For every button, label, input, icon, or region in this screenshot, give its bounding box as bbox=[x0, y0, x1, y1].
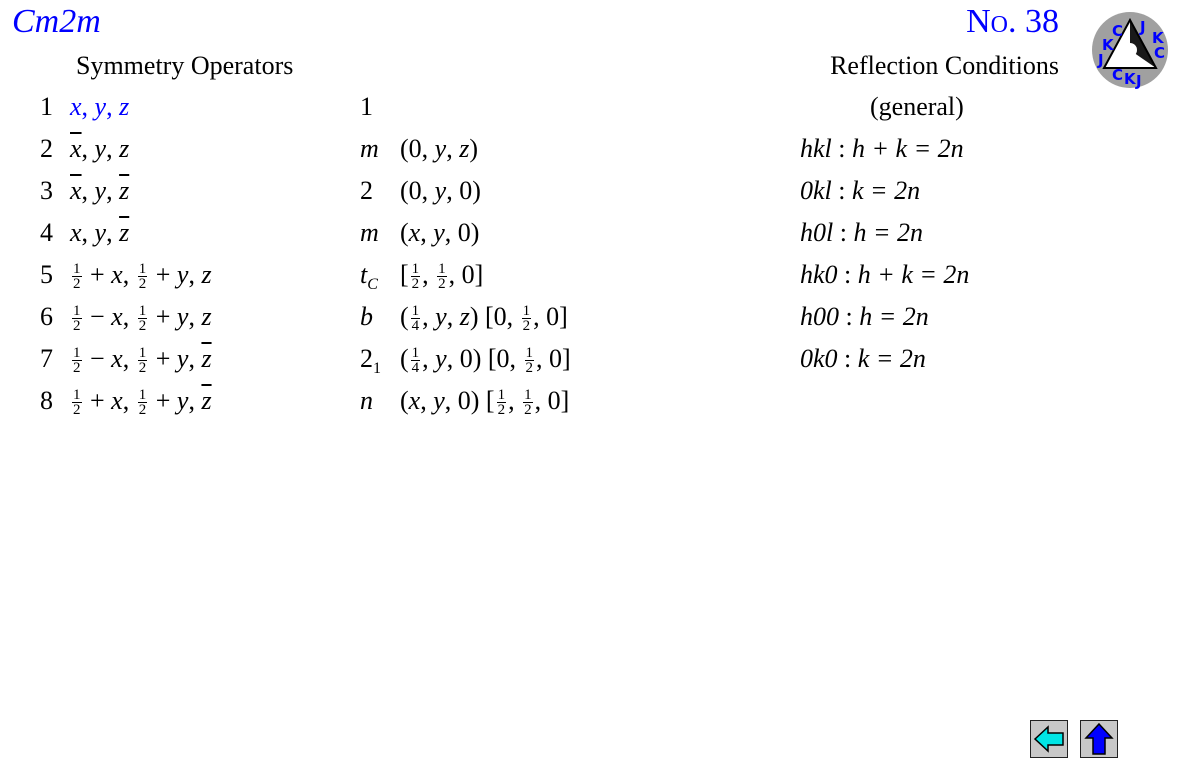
number-value: 38 bbox=[1025, 3, 1059, 40]
operator-row-7 bbox=[0, 338, 700, 380]
number-prefix: No. bbox=[966, 3, 1017, 40]
logo-letter-j-bottom: J bbox=[1136, 72, 1142, 90]
space-group-title: Cm2m bbox=[12, 3, 101, 40]
reflection-condition: k = 2n bbox=[857, 344, 926, 373]
reflection-row-h00: h00 : h = 2n bbox=[800, 302, 929, 331]
reflection-indices: h0l bbox=[800, 218, 834, 247]
operator-location: (x, y, 0) bbox=[400, 218, 480, 247]
operator-index: 4 bbox=[40, 218, 53, 247]
operator-row-3 bbox=[0, 170, 700, 212]
operator-location: ( $\frac{1}{4}$ , y, z) [0, $\frac{1}{2}$ , 0] bbox=[400, 302, 568, 334]
operator-index: 5 bbox=[40, 260, 53, 289]
logo-letter-j-left: J bbox=[1098, 51, 1104, 69]
operator-coordinates: $\overline{x}$, y, z bbox=[70, 134, 130, 163]
operator-index: 2 bbox=[40, 134, 53, 163]
operator-row-1 bbox=[0, 86, 700, 128]
operator-symbol: 2 bbox=[360, 176, 373, 205]
reflection-row-hkl: hkl : h + k = 2n bbox=[800, 134, 964, 163]
back-button[interactable] bbox=[1030, 720, 1068, 758]
logo-letter-j-top: J bbox=[1140, 18, 1146, 36]
operator-index: 6 bbox=[40, 302, 53, 331]
operator-symbol: 1 bbox=[360, 92, 373, 121]
operator-row-4 bbox=[0, 212, 700, 254]
reflection-condition: k = 2n bbox=[852, 176, 921, 205]
operator-coordinates: $\frac{1}{2}$ − x, $\frac{1}{2}$ + y, z bbox=[73, 302, 212, 334]
operator-row-2 bbox=[0, 128, 700, 170]
symmetry-operators-heading: Symmetry Operators bbox=[76, 51, 294, 80]
operator-row-6 bbox=[0, 296, 700, 338]
operator-symbol: m bbox=[360, 218, 379, 247]
operator-coordinates: x, y, $\overline{z}$ bbox=[70, 218, 130, 247]
reflection-row-0kl: 0kl : k = 2n bbox=[800, 176, 921, 205]
reflection-indices: h00 bbox=[800, 302, 839, 331]
operator-coordinates: $\frac{1}{2}$ − x, $\frac{1}{2}$ + y, $\overline{z}$ bbox=[73, 344, 212, 376]
operator-coordinates: x, y, z bbox=[70, 92, 130, 121]
reflection-condition: h + k = 2n bbox=[852, 134, 964, 163]
operator-location: (0, y, z) bbox=[400, 134, 479, 163]
reflection-general-subheading: (general) bbox=[870, 92, 964, 121]
reflection-indices: 0k0 bbox=[800, 344, 838, 373]
operator-symbol: n bbox=[360, 386, 373, 415]
up-button[interactable] bbox=[1080, 720, 1118, 758]
logo-letter-k-top: K bbox=[1152, 29, 1164, 47]
logo-letter-k-bottom: K bbox=[1124, 70, 1136, 88]
left-arrow-icon bbox=[1031, 721, 1067, 757]
reflection-row-0k0: 0k0 : k = 2n bbox=[800, 344, 926, 373]
reflection-indices: hk0 bbox=[800, 260, 838, 289]
space-group-number bbox=[966, 2, 1059, 42]
operator-location: (0, y, 0) bbox=[400, 176, 481, 205]
operator-index: 1 bbox=[40, 92, 53, 121]
reflection-conditions-heading: Reflection Conditions bbox=[830, 51, 1059, 80]
operator-coordinates: $\overline{x}$, y, $\overline{z}$ bbox=[70, 176, 130, 205]
operator-symbol: m bbox=[360, 134, 379, 163]
operator-row-8 bbox=[0, 380, 700, 422]
operator-index: 3 bbox=[40, 176, 53, 205]
reflection-indices: 0kl bbox=[800, 176, 832, 205]
reflection-indices: hkl bbox=[800, 134, 832, 163]
operator-location: ( $\frac{1}{4}$ , y, 0) [0, $\frac{1}{2}$ , 0] bbox=[400, 344, 571, 376]
logo-center bbox=[1123, 43, 1137, 57]
reflection-row-hk0: hk0 : h + k = 2n bbox=[800, 260, 970, 289]
operator-coordinates: $\frac{1}{2}$ + x, $\frac{1}{2}$ + y, $\overline{z}$ bbox=[73, 386, 212, 418]
reflection-condition: h + k = 2n bbox=[857, 260, 970, 289]
reflection-row-h0l: h0l : h = 2n bbox=[800, 218, 924, 247]
jkc-logo-icon[interactable] bbox=[1090, 10, 1170, 90]
logo-letter-k-left: K bbox=[1102, 36, 1114, 54]
reflection-condition: h = 2n bbox=[853, 218, 924, 247]
operator-symbol: $2_1$ bbox=[360, 344, 381, 378]
reflection-condition: h = 2n bbox=[859, 302, 929, 331]
operator-coordinates: $\frac{1}{2}$ + x, $\frac{1}{2}$ + y, z bbox=[73, 260, 212, 292]
logo-letter-c-bottom: C bbox=[1112, 66, 1124, 84]
logo-letter-c-left: C bbox=[1112, 22, 1124, 40]
operator-index: 8 bbox=[40, 386, 53, 415]
logo-letter-c-top: C bbox=[1154, 44, 1166, 62]
operator-symbol: $t_C$ bbox=[360, 260, 378, 294]
operator-symbol: b bbox=[360, 302, 373, 331]
operator-row-5 bbox=[0, 254, 700, 296]
operator-location: [ $\frac{1}{2}$ , $\frac{1}{2}$ , 0] bbox=[400, 260, 484, 292]
operator-location: (x, y, 0) [ $\frac{1}{2}$ , $\frac{1}{2}$ , 0] bbox=[400, 386, 570, 418]
operator-index: 7 bbox=[40, 344, 53, 373]
up-arrow-icon bbox=[1081, 721, 1117, 757]
